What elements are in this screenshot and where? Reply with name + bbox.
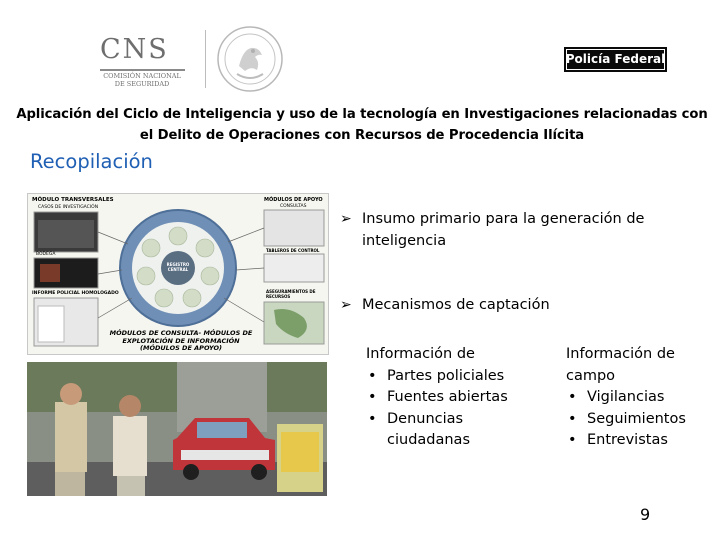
bullet-insumo-text: Insumo primario para la generación de inteligencia <box>362 211 645 249</box>
arrow-bullet-icon: ➢ <box>340 297 352 313</box>
diagram-label-aseguramientos: ASEGURAMIENTOS DE RECURSOS <box>266 289 316 299</box>
slide-title <box>8 104 716 146</box>
bullet-dot-icon: • <box>368 389 377 405</box>
bullet-dot-icon: • <box>368 367 377 384</box>
list-item-text: Denuncias ciudadanas <box>387 410 470 448</box>
bullet-dot-icon: • <box>568 389 577 405</box>
list-item <box>566 430 716 452</box>
column2-list <box>566 387 716 452</box>
bullet-mecanismos-text: Mecanismos de captación <box>362 297 550 313</box>
logo-divider <box>100 69 185 71</box>
list-item-text: Vigilancias <box>587 389 665 405</box>
list-item <box>566 387 716 409</box>
cns-logo-text: CNS <box>100 34 169 65</box>
arrow-bullet-icon: ➢ <box>340 211 352 227</box>
intelligence-modules-diagram <box>27 193 329 355</box>
list-item-text: Seguimientos <box>587 410 686 427</box>
diagram-caption-line3: (MÓDULOS DE APOYO) <box>140 344 222 352</box>
list-item-text: Fuentes abiertas <box>387 389 508 405</box>
header-separator <box>205 30 206 88</box>
list-item <box>366 409 541 452</box>
list-item <box>366 387 541 409</box>
cns-subtitle-line1: COMISIÓN NACIONAL <box>103 72 181 80</box>
diagram-label-consultas: CONSULTAS <box>280 204 307 209</box>
column1-heading: Información de <box>366 346 475 362</box>
diagram-bottom-caption <box>106 330 256 353</box>
photo-graphic <box>27 362 327 496</box>
list-item <box>366 366 541 388</box>
badge-label: Policía Federal <box>565 52 666 66</box>
diagram-label-informe: INFORME POLICIAL HOMOLOGADO <box>32 291 119 296</box>
list-item <box>566 409 716 431</box>
list-item-text: Partes policiales <box>387 367 505 384</box>
diagram-caption-line2: EXPLOTACIÓN DE INFORMACIÓN <box>122 336 240 345</box>
list-item-text: Entrevistas <box>587 432 668 448</box>
diagram-label-transversales: MÓDULO TRANSVERSALES <box>32 197 114 203</box>
policia-federal-badge <box>564 47 667 72</box>
diagram-caption-line1: MÓDULOS DE CONSULTA- MÓDULOS DE <box>109 329 253 337</box>
street-surveillance-photo <box>27 362 327 496</box>
cns-subtitle-line2: DE SEGURIDAD <box>114 80 170 88</box>
page-number: 9 <box>640 505 651 524</box>
diagram-label-control: TABLEROS DE CONTROL <box>266 248 320 253</box>
mexico-seal-icon <box>215 24 285 94</box>
bullet-dot-icon: • <box>368 410 377 427</box>
badge-frame <box>566 49 665 70</box>
bullet-dot-icon: • <box>568 410 577 427</box>
column2-heading: Información de campo <box>566 346 675 384</box>
title-line-2: el Delito de Operaciones con Recursos de Procedencia Ilícita <box>139 128 585 143</box>
section-heading: Recopilación <box>30 150 153 173</box>
column-informacion-de <box>366 344 541 452</box>
title-line-1: Aplicación del Ciclo de Inteligencia y uso de la tecnología en Investigaciones relacionadas con <box>16 107 708 122</box>
diagram-label-modulos-apoyo: MÓDULOS DE APOYO <box>264 197 323 203</box>
column-informacion-de-campo <box>566 344 716 452</box>
cns-logo-subtitle <box>92 72 192 88</box>
column1-list <box>366 366 541 452</box>
diagram-label-casos: CASOS DE INVESTIGACIÓN <box>38 205 99 210</box>
diagram-label-bodega: BODEGA <box>36 252 56 257</box>
bullet-dot-icon: • <box>568 432 577 448</box>
diagram-center-label: REGISTRO CENTRAL <box>166 262 190 272</box>
